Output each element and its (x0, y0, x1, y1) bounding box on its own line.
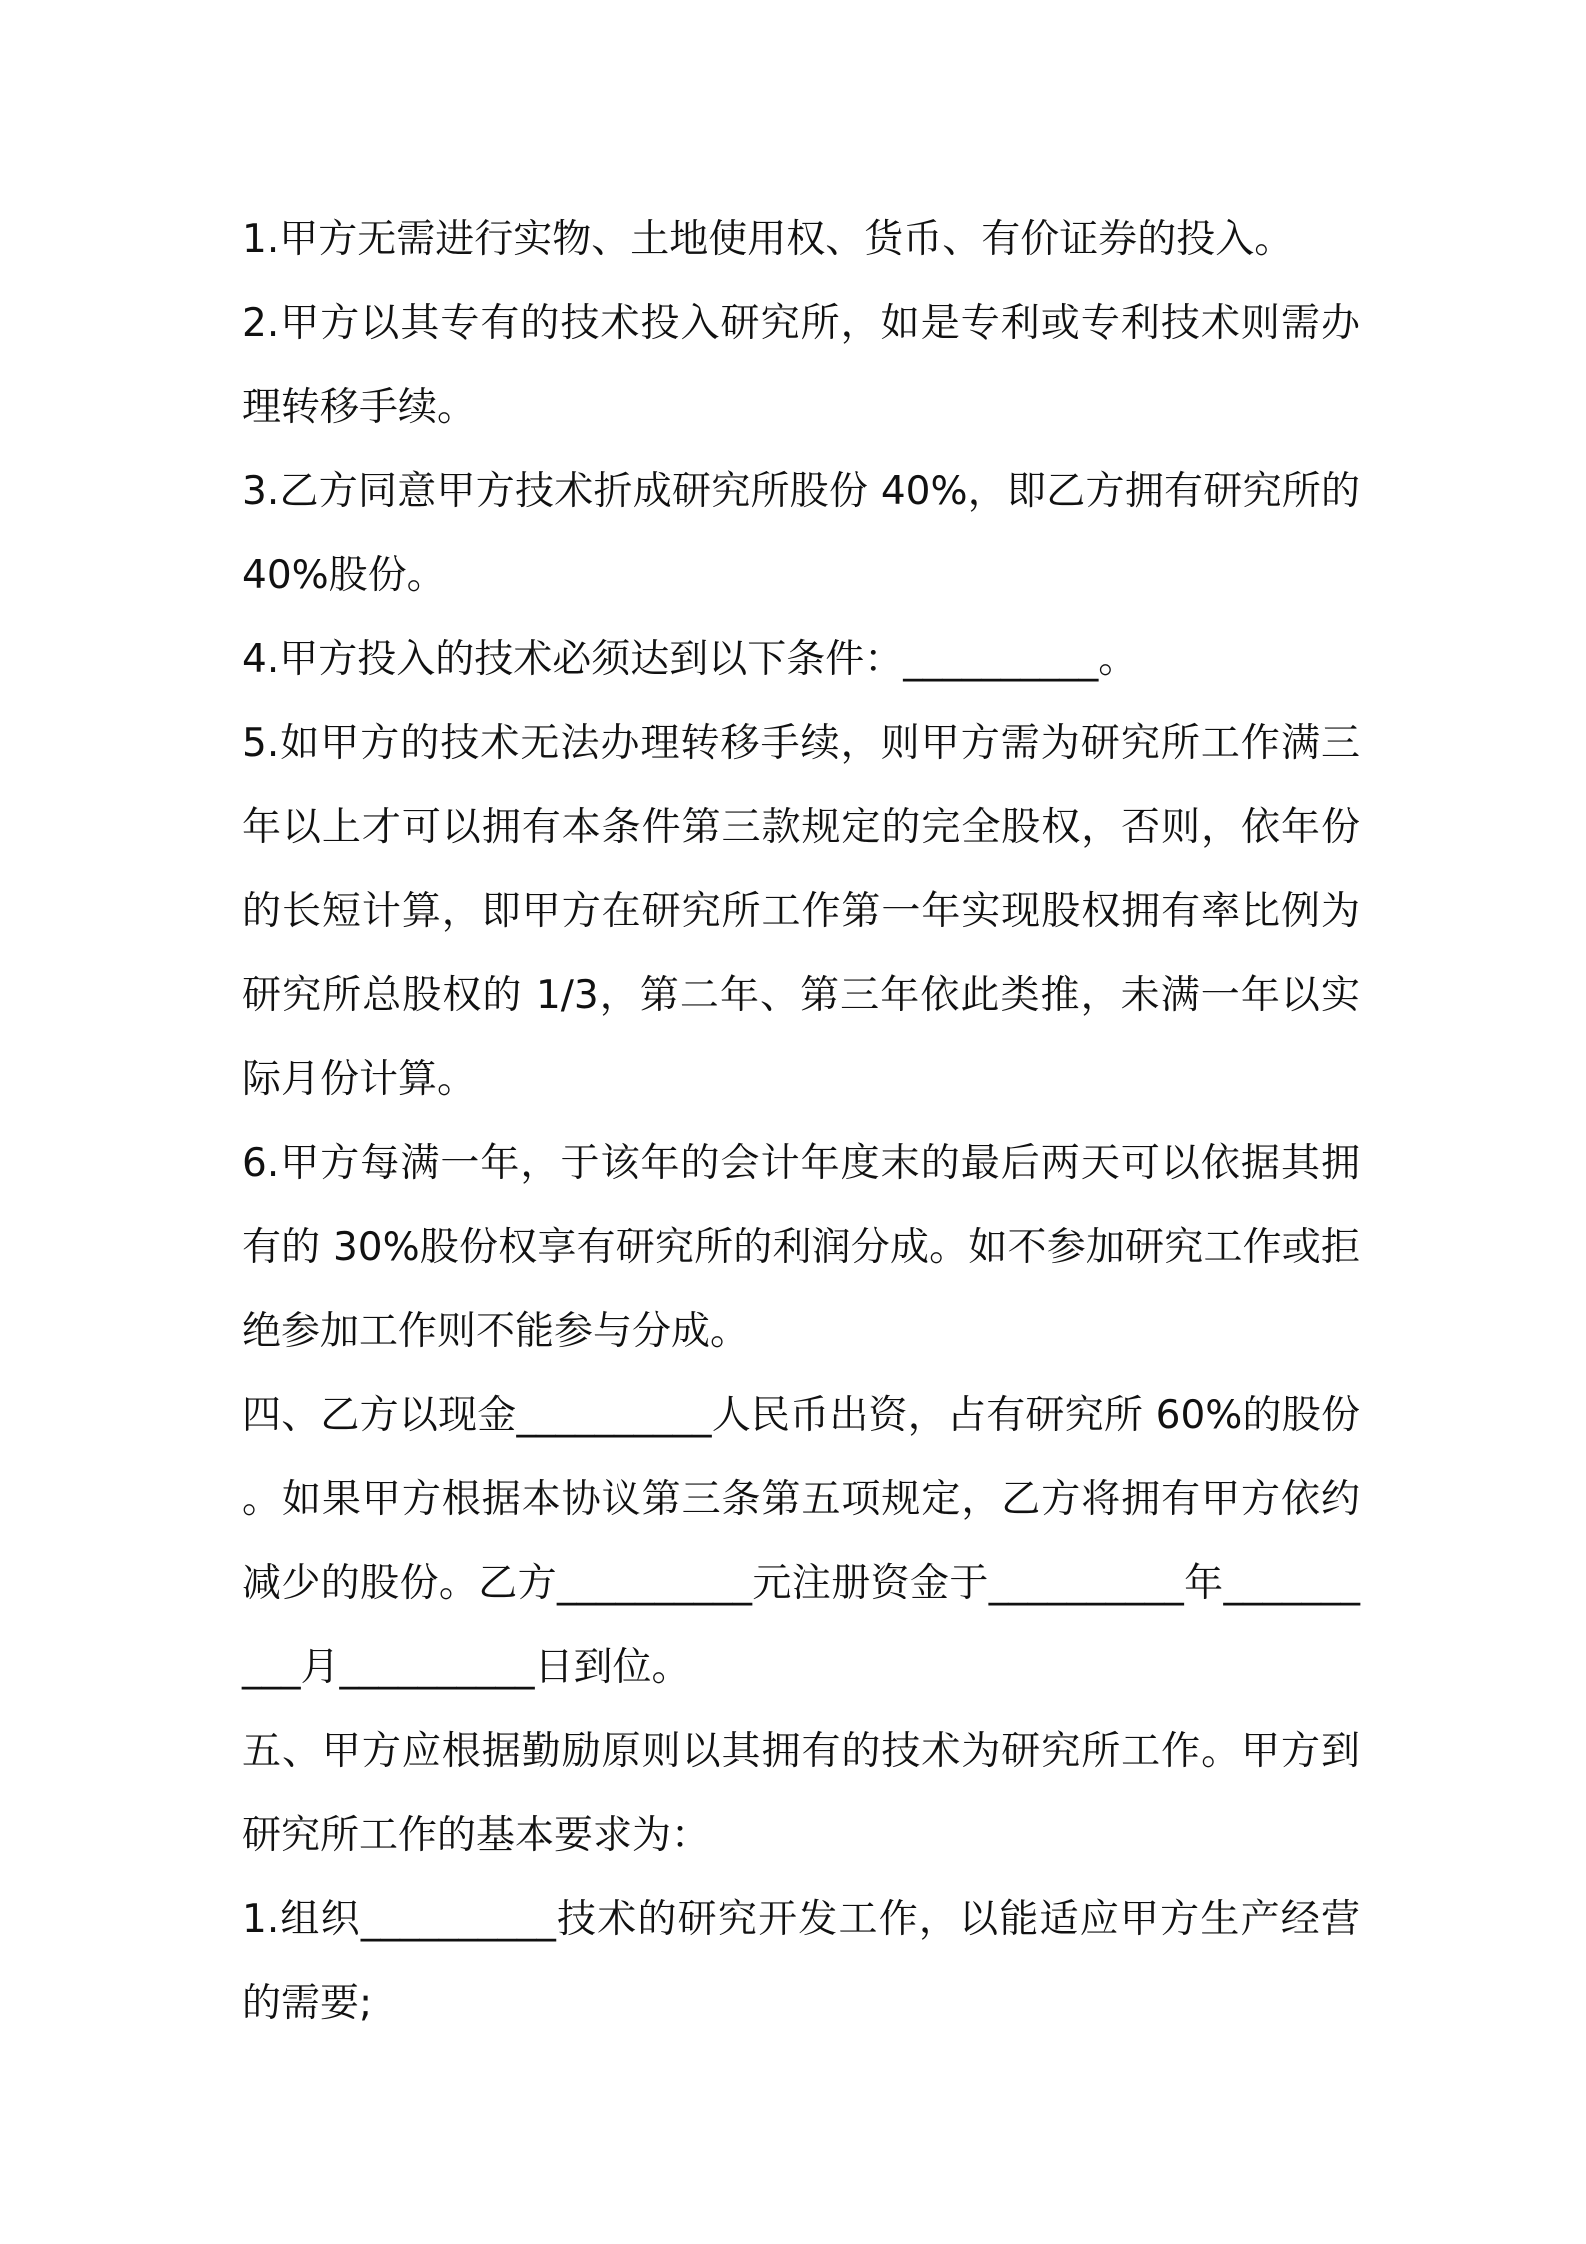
document-body (242, 198, 1360, 2046)
paragraph-item-4: 4.甲方投入的技术必须达到以下条件：__________。 (242, 637, 1138, 682)
paragraph-item-1: 1.甲方无需进行实物、土地使用权、货币、有价证券的投入。 (242, 217, 1294, 262)
paragraph-section-4: 四、乙方以现金__________人民币出资，占有研究所 60%的股份。如果甲方根据本协议第三条第五项规定，乙方将拥有甲方依约减少的股份。乙方__________元注册资金于__________年__________月__________日到位。 (242, 1393, 1360, 1690)
paragraph-item-6: 6.甲方每满一年，于该年的会计年度末的最后两天可以依据其拥有的 30%股份权享有研究所的利润分成。如不参加研究工作或拒绝参加工作则不能参与分成。 (242, 1141, 1360, 1354)
paragraph-item-5: 5.如甲方的技术无法办理转移手续，则甲方需为研究所工作满三年以上才可以拥有本条件第三款规定的完全股权，否则，依年份的长短计算，即甲方在研究所工作第一年实现股权拥有率比例为研究所总股权的 1/3，第二年、第三年依此类推，未满一年以实际月份计算。 (242, 721, 1360, 1102)
paragraph-item-3: 3.乙方同意甲方技术折成研究所股份 40%，即乙方拥有研究所的 40%股份。 (242, 469, 1360, 598)
paragraph-subitem-1: 1.组织__________技术的研究开发工作，以能适应甲方生产经营的需要; (242, 1897, 1360, 2026)
paragraph-item-2: 2.甲方以其专有的技术投入研究所，如是专利或专利技术则需办理转移手续。 (242, 301, 1360, 430)
paragraph-section-5: 五、甲方应根据勤励原则以其拥有的技术为研究所工作。甲方到研究所工作的基本要求为： (242, 1729, 1360, 1858)
